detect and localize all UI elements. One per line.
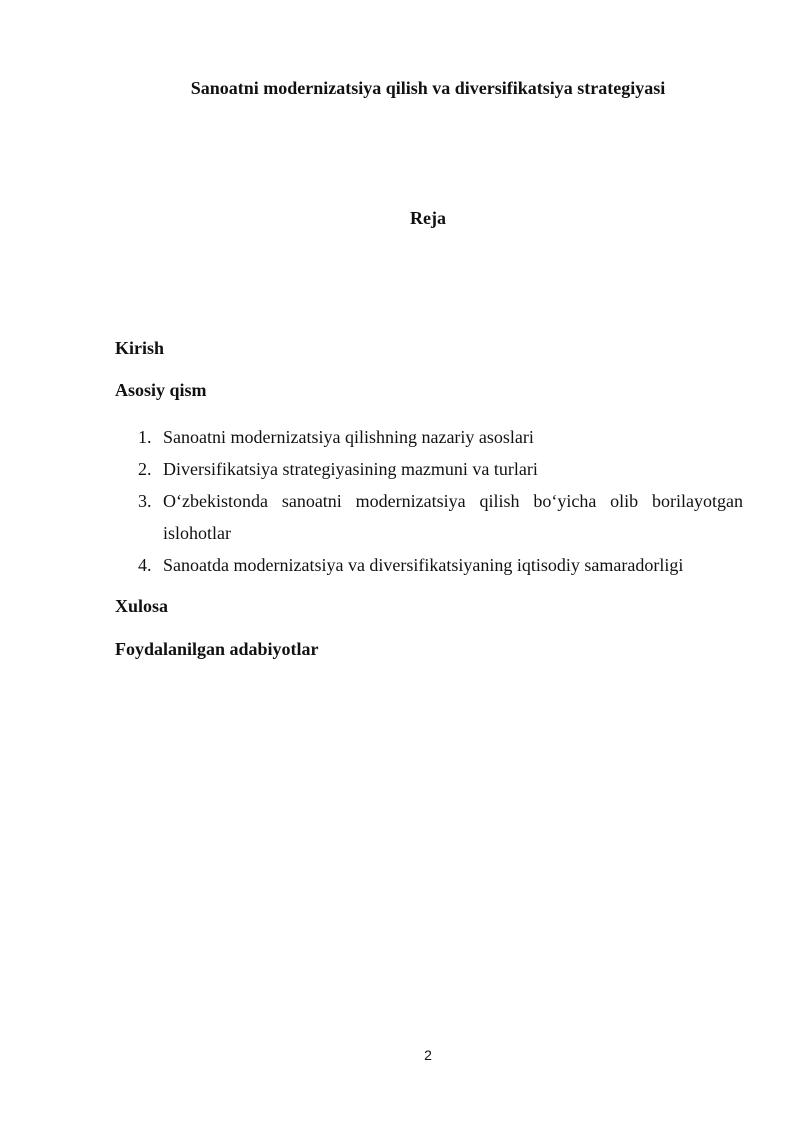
page-number: 2 <box>424 1047 432 1063</box>
toc-item-number: 3. <box>138 491 152 511</box>
toc-item-text: Sanoatni modernizatsiya qilishning nazariy asoslari <box>163 427 534 447</box>
section-intro: Kirish <box>115 338 165 358</box>
toc-item-1 <box>138 421 743 453</box>
toc-item-number: 4. <box>138 555 152 575</box>
toc-item-number: 2. <box>138 459 152 479</box>
table-of-contents <box>138 421 743 581</box>
section-conclusion: Xulosa <box>115 596 169 616</box>
toc-item-2 <box>138 453 743 485</box>
toc-item-number: 1. <box>138 427 152 447</box>
document-title: Sanoatni modernizatsiya qilish va diversifikatsiya strategiyasi <box>190 78 666 98</box>
toc-item-4 <box>138 549 743 581</box>
plan-heading: Reja <box>410 208 446 228</box>
toc-item-3 <box>138 485 743 549</box>
toc-item-text: Sanoatda modernizatsiya va diversifikatsiyaning iqtisodiy samaradorligi <box>163 555 684 575</box>
toc-item-text: Diversifikatsiya strategiyasining mazmuni va turlari <box>163 459 538 479</box>
section-references: Foydalanilgan adabiyotlar <box>115 639 319 659</box>
toc-item-text: O‘zbekistonda sanoatni modernizatsiya qilish bo‘yicha olib borilayotgan islohotlar <box>163 491 743 543</box>
section-main: Asosiy qism <box>115 380 207 400</box>
